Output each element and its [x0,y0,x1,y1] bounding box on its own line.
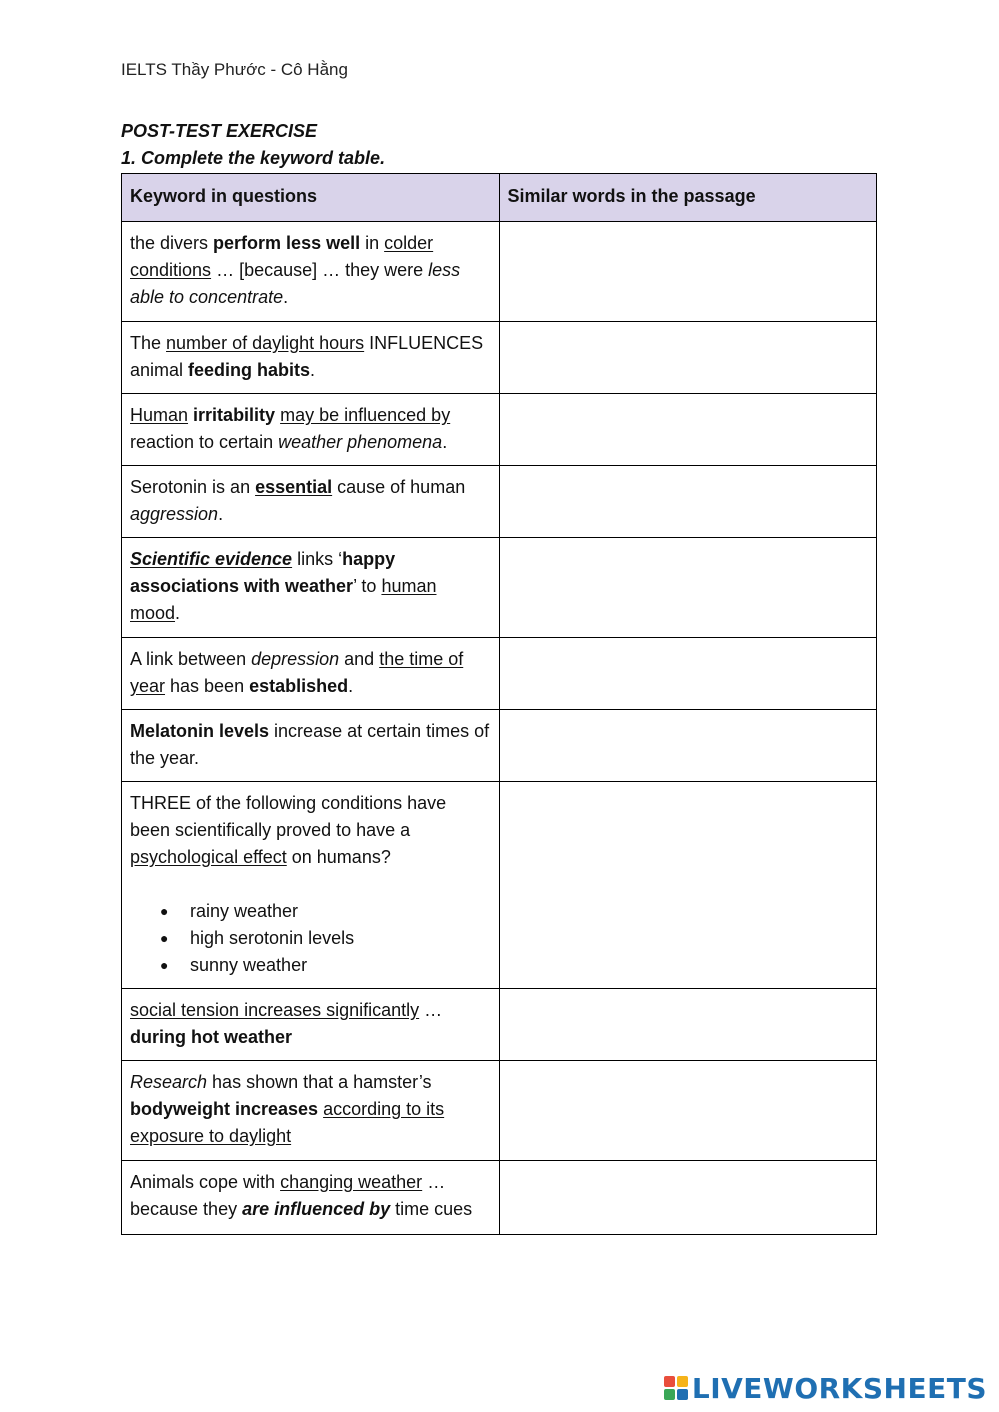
list-item: ● sunny weather [190,952,491,979]
exercise-instruction: 1. Complete the keyword table. [121,148,386,168]
keyword-cell [122,782,500,989]
keyword-cell [122,1161,500,1235]
keyword-text-segment: . [442,432,448,452]
table-row [122,1061,877,1161]
keyword-text-segment: less able to concentrate [130,260,461,307]
answer-cell[interactable] [499,322,877,394]
keyword-text-segment: time cues [390,1199,473,1219]
answer-cell[interactable] [499,782,877,989]
liveworksheets-logo-icon [664,1376,688,1400]
keyword-text-segment: are influenced by [242,1199,391,1219]
answer-cell[interactable] [499,1161,877,1235]
keyword-text-segment: ’ to [353,576,382,596]
keyword-cell [122,394,500,466]
keyword-text-segment: THREE of the following conditions have been scientifically proved to have a [130,793,447,840]
keyword-text-segment: A link between [130,649,252,669]
keyword-text-segment: number of daylight hours [166,333,365,353]
logo-square-red [664,1376,675,1387]
exercise-title: POST-TEST EXERCISE [121,121,318,141]
answer-cell[interactable] [499,538,877,638]
table-row [122,710,877,782]
table-row [122,638,877,710]
keyword-text-segment: weather phenomena [278,432,443,452]
column-header-keywords: Keyword in questions [122,174,500,222]
keyword-text-segment: established [249,676,349,696]
keyword-text-segment: the time of year [130,649,464,696]
liveworksheets-logo [664,1372,987,1404]
keyword-text-segment: depression [251,649,340,669]
keyword-text-segment: has been [165,676,250,696]
keyword-text-segment: Human [130,405,189,425]
keyword-text-segment: the divers [130,233,214,253]
keyword-text-segment: increase at certain times of the year. [130,721,490,768]
keyword-text-segment: … because they [130,1172,446,1219]
keyword-cell [122,638,500,710]
answer-cell[interactable] [499,394,877,466]
answer-cell[interactable] [499,710,877,782]
column-header-similar-words: Similar words in the passage [499,174,877,222]
keyword-text-segment: has shown that a hamster’s [207,1072,432,1092]
answer-cell[interactable] [499,222,877,322]
answer-cell[interactable] [499,638,877,710]
keyword-text-segment: according to its exposure to daylight [130,1099,445,1146]
keyword-text-segment: Melatonin levels [130,721,270,741]
keyword-cell [122,466,500,538]
keyword-text-segment: human mood [130,576,437,623]
keyword-cell [122,710,500,782]
keyword-text-segment: . [348,676,354,696]
keyword-text-segment: perform less well [213,233,361,253]
keyword-text-segment: changing weather [280,1172,423,1192]
logo-square-green [664,1389,675,1400]
table-row [122,222,877,322]
keyword-text-segment: Scientific evidence [130,549,293,569]
list-item: ● high serotonin levels [190,925,491,952]
table-row [122,538,877,638]
keyword-text-segment: . [283,287,289,307]
conditions-list [130,898,491,979]
keyword-text-segment: feeding habits [188,360,311,380]
answer-cell[interactable] [499,989,877,1061]
keyword-text-segment: The [130,333,167,353]
logo-square-yellow [677,1376,688,1387]
keyword-text-segment: bodyweight increases [130,1099,319,1119]
keyword-text-segment: cause of human [332,477,466,497]
keyword-cell [122,322,500,394]
keyword-text-segment: on humans? [286,847,391,867]
table-row [122,782,877,989]
keyword-text-segment: in [360,233,385,253]
keyword-text-segment: . [310,360,316,380]
keyword-text-segment: … [because] … they were [211,260,429,280]
table-row [122,466,877,538]
keyword-text-segment: and [339,649,380,669]
keyword-cell [122,538,500,638]
table-row [122,989,877,1061]
table-row [122,322,877,394]
keyword-text-segment: Serotonin is an [130,477,256,497]
keyword-cell [122,222,500,322]
answer-cell[interactable] [499,466,877,538]
keyword-text-segment: INFLUENCES animal [130,333,484,380]
header-text: IELTS Thầy Phước - Cô Hằng [121,60,348,79]
logo-text: LIVEWORKSHEETS [691,1371,987,1405]
keyword-text-segment: essential [255,477,333,497]
keyword-text-segment: links ‘ [292,549,343,569]
keyword-text-segment: . [218,504,224,524]
keyword-text-segment: Animals cope with [130,1172,281,1192]
keyword-cell [122,989,500,1061]
keyword-text-segment: social tension increases significantly [130,1000,420,1020]
logo-square-blue [677,1389,688,1400]
keyword-text-segment: during hot weather [130,1027,292,1047]
keyword-text-segment: Research [130,1072,208,1092]
keyword-text-segment: psychological effect [130,847,287,867]
answer-cell[interactable] [499,1061,877,1161]
keyword-text-segment: . [175,603,181,623]
table-header-row [122,174,877,222]
keyword-text-segment: … [419,1000,443,1020]
table-row [122,394,877,466]
keyword-text-segment: reaction to certain [130,432,279,452]
table-row [122,1161,877,1235]
keyword-cell [122,1061,500,1161]
keyword-table [121,173,877,1235]
keyword-text-segment: may be influenced by [280,405,451,425]
keyword-text-segment: colder conditions [130,233,434,280]
keyword-text-segment: aggression [130,504,219,524]
keyword-text-segment: happy associations with weather [130,549,396,596]
list-item: ● rainy weather [190,898,491,925]
keyword-text-segment: irritability [193,405,276,425]
